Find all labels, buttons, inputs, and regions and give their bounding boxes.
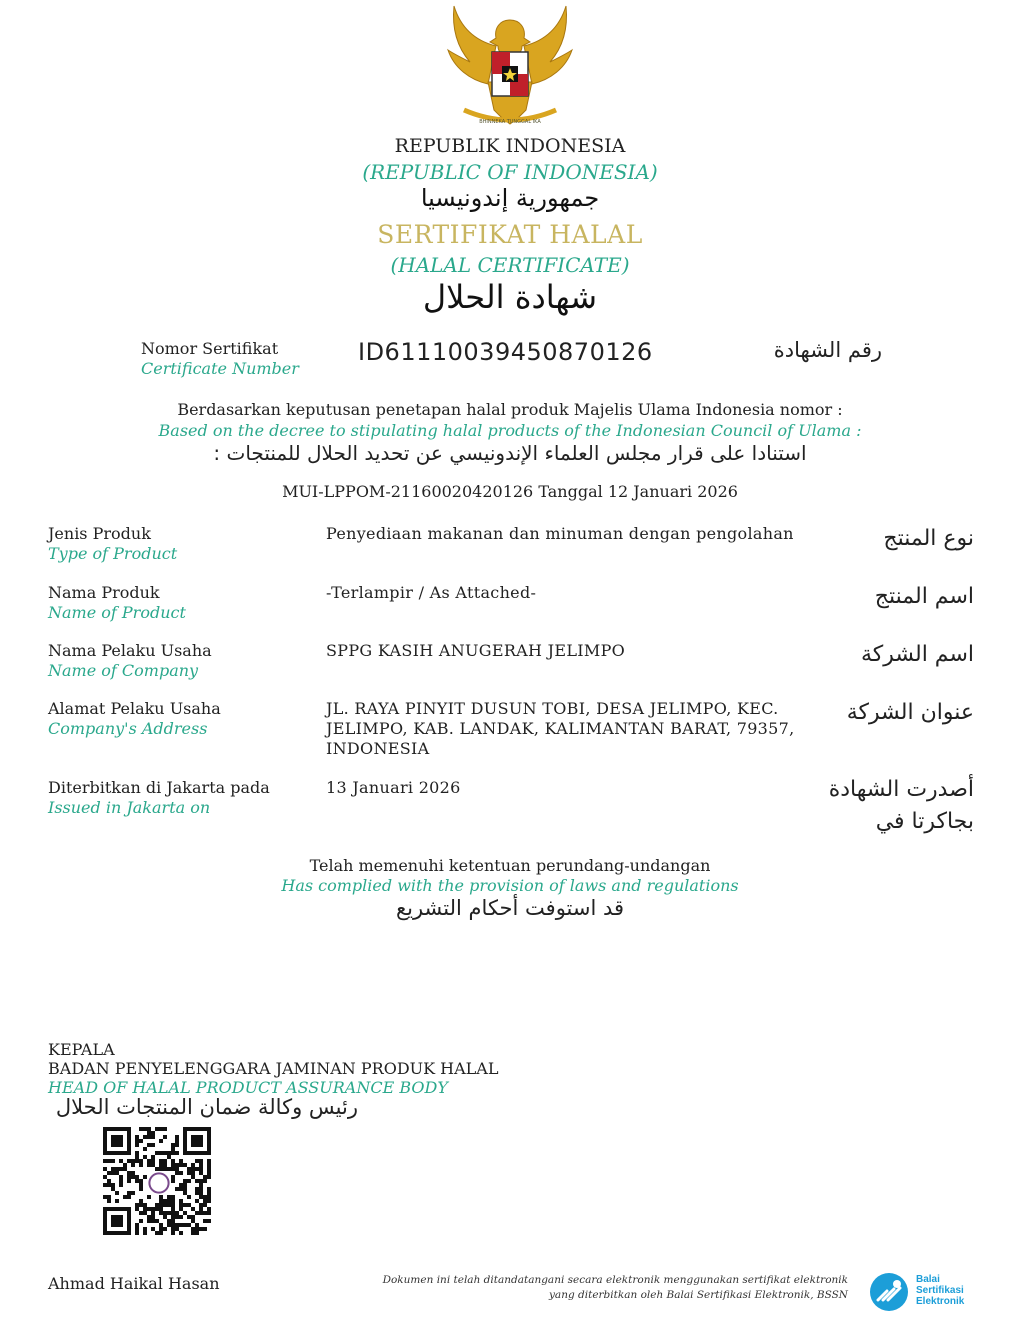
company-address-label-en: Company's Address xyxy=(48,719,208,738)
electronic-signature-note-line-2: yang diterbitkan oleh Balai Sertifikasi Elektronik, BSSN xyxy=(549,1289,848,1301)
issued-label-ar-line-2: بجاكرتا في xyxy=(875,809,974,834)
signatory-title-en: HEAD OF HALAL PRODUCT ASSURANCE BODY xyxy=(48,1078,448,1097)
decree-reference: MUI-LPPOM-21160020420126 Tanggal 12 Januari 2026 xyxy=(282,482,738,501)
emblem-motto: BHINNEKA TUNGGAL IKA xyxy=(479,119,541,125)
certificate-number: ID61110039450870126 xyxy=(358,338,653,366)
company-address-label: Alamat Pelaku Usaha xyxy=(48,699,221,718)
issued-label: Diterbitkan di Jakarta pada xyxy=(48,778,270,797)
certificate-number-label: Nomor Sertifikat xyxy=(141,339,279,358)
decree-text: Berdasarkan keputusan penetapan halal produk Majelis Ulama Indonesia nomor : xyxy=(177,400,843,419)
product-name-label: Nama Produk xyxy=(48,583,160,602)
bsre-logo-icon xyxy=(867,1270,911,1314)
decree-text-ar: استنادا على قرار مجلس العلماء الإندونيسي عن تحديد الحلال للمنتجات : xyxy=(213,441,807,465)
issued-label-ar-line-1: أصدرت الشهادة xyxy=(828,777,974,802)
issued-label-en: Issued in Jakarta on xyxy=(48,798,211,817)
signatory-title-ar: رئيس وكالة ضمان المنتجات الحلال xyxy=(55,1095,358,1119)
company-address-label-ar: عنوان الشركة xyxy=(846,700,974,725)
product-type-label-ar: نوع المنتج xyxy=(883,526,974,551)
company-address-line-2: JELIMPO, KAB. LANDAK, KALIMANTAN BARAT, 79357, xyxy=(326,719,795,738)
bsre-logo-line-1: Balai xyxy=(916,1274,940,1285)
signatory-title-1: KEPALA xyxy=(48,1040,115,1059)
garuda-emblem-icon xyxy=(440,2,580,130)
company-address-line-1: JL. RAYA PINYIT DUSUN TOBI, DESA JELIMPO, KEC. xyxy=(326,699,779,718)
certificate-title-en: (HALAL CERTIFICATE) xyxy=(390,253,630,277)
compliance-text-ar: قد استوفت أحكام التشريع xyxy=(395,896,625,920)
product-name-label-ar: اسم المنتج xyxy=(874,584,974,609)
company-address-line-3: INDONESIA xyxy=(326,739,430,758)
country-title-ar: جمهورية إندونيسيا xyxy=(420,184,600,212)
bsre-logo-text xyxy=(916,1274,964,1307)
signatory-title-2: BADAN PENYELENGGARA JAMINAN PRODUK HALAL xyxy=(48,1059,499,1078)
product-name-value: -Terlampir / As Attached- xyxy=(326,583,537,602)
certificate-title: SERTIFIKAT HALAL xyxy=(377,220,643,249)
bsre-logo-line-3: Elektronik xyxy=(916,1296,965,1307)
certificate-number-label-ar: رقم الشهادة xyxy=(773,338,882,362)
product-type-value: Penyediaan makanan dan minuman dengan pengolahan xyxy=(326,524,794,543)
company-name-label-ar: اسم الشركة xyxy=(860,642,974,667)
product-name-label-en: Name of Product xyxy=(48,603,186,622)
bsre-logo-line-2: Sertifikasi xyxy=(916,1285,964,1296)
compliance-text: Telah memenuhi ketentuan perundang-undangan xyxy=(309,856,711,875)
country-title-en: (REPUBLIC OF INDONESIA) xyxy=(362,160,658,184)
product-type-label: Jenis Produk xyxy=(48,524,151,543)
certificate-number-label-en: Certificate Number xyxy=(141,359,299,378)
electronic-signature-note-line-1: Dokumen ini telah ditandatangani secara elektronik menggunakan sertifikat elektronik xyxy=(382,1274,848,1286)
company-name-label: Nama Pelaku Usaha xyxy=(48,641,212,660)
company-name-label-en: Name of Company xyxy=(48,661,199,680)
company-name-value: SPPG KASIH ANUGERAH JELIMPO xyxy=(326,641,626,660)
compliance-text-en: Has complied with the provision of laws and regulations xyxy=(281,876,739,895)
product-type-label-en: Type of Product xyxy=(48,544,178,563)
certificate-title-ar: شهادة الحلال xyxy=(422,278,598,316)
signatory-name: Ahmad Haikal Hasan xyxy=(48,1274,220,1293)
issued-date-value: 13 Januari 2026 xyxy=(326,778,461,797)
country-title: REPUBLIK INDONESIA xyxy=(394,135,626,157)
electronic-signature-note xyxy=(300,1273,848,1303)
decree-text-en: Based on the decree to stipulating halal products of the Indonesian Council of Ulama : xyxy=(158,421,862,440)
qr-code-icon[interactable] xyxy=(103,1127,211,1235)
